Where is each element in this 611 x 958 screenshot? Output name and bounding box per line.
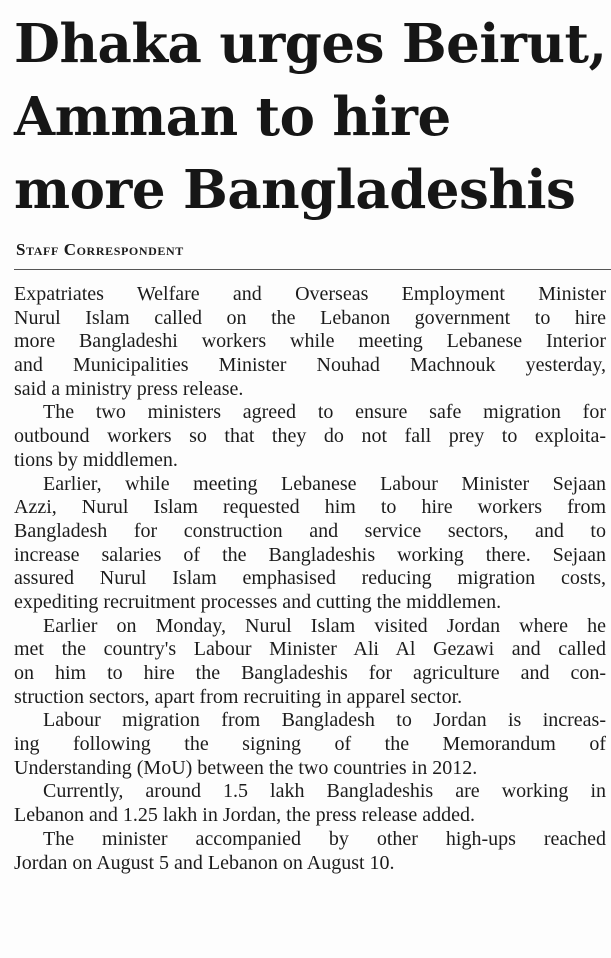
article-line: Lebanon and 1.25 lakh in Jordan, the press release added. [14, 804, 475, 827]
article-line: Earlier, while meeting Lebanese Labour Minister Sejaan [43, 472, 606, 495]
article-line: Expatriates Welfare and Overseas Employment Minister [14, 283, 606, 305]
article-line: Azzi, Nurul Islam requested him to hire workers from [14, 496, 606, 519]
article-line: Labour migration from Bangladesh to Jordan is increas- [43, 709, 606, 732]
article-body [14, 283, 606, 875]
article-line: expediting recruitment processes and cutting the middlemen. [14, 590, 502, 613]
article-line: outbound workers so that they do not fall prey to exploita- [14, 425, 606, 448]
article-line: Jordan on August 5 and Lebanon on August 10. [14, 851, 395, 874]
article-line: Earlier on Monday, Nurul Islam visited Jordan where he [43, 614, 606, 637]
headline [14, 8, 611, 227]
article-line: The two ministers agreed to ensure safe migration for [43, 401, 606, 424]
article-line: Bangladesh for construction and service sectors, and to [14, 519, 606, 542]
article-line: met the country's Labour Minister Ali Al Gezawi and called [14, 638, 606, 661]
article-line: The minister accompanied by other high-ups reached [43, 827, 606, 850]
article-line: and Municipalities Minister Nouhad Machnouk yesterday, [14, 354, 606, 377]
headline-line: more Bangladeshis [14, 159, 576, 221]
article-line: tions by middlemen. [14, 448, 178, 471]
article-line: said a ministry press release. [14, 377, 244, 400]
article-line: increase salaries of the Bangladeshis working there. Sejaan [14, 543, 606, 566]
article-line: on him to hire the Bangladeshis for agriculture and con- [14, 662, 606, 684]
article-line: more Bangladeshi workers while meeting Lebanese Interior [14, 330, 606, 353]
article-line: struction sectors, apart from recruiting in apparel sector. [14, 685, 463, 708]
headline-line: Dhaka urges Beirut, [14, 13, 607, 75]
article-line: Understanding (MoU) between the two countries in 2012. [14, 756, 478, 779]
article-line: assured Nurul Islam emphasised reducing migration costs, [14, 567, 606, 590]
article-line: Currently, around 1.5 lakh Bangladeshis are working in [43, 780, 606, 803]
byline: Staff Correspondent [16, 240, 184, 259]
article-line: ing following the signing of the Memorandum of [14, 733, 606, 756]
byline-divider [14, 269, 611, 270]
headline-line: Amman to hire [14, 86, 451, 148]
article-line: Nurul Islam called on the Lebanon government to hire [14, 306, 606, 329]
